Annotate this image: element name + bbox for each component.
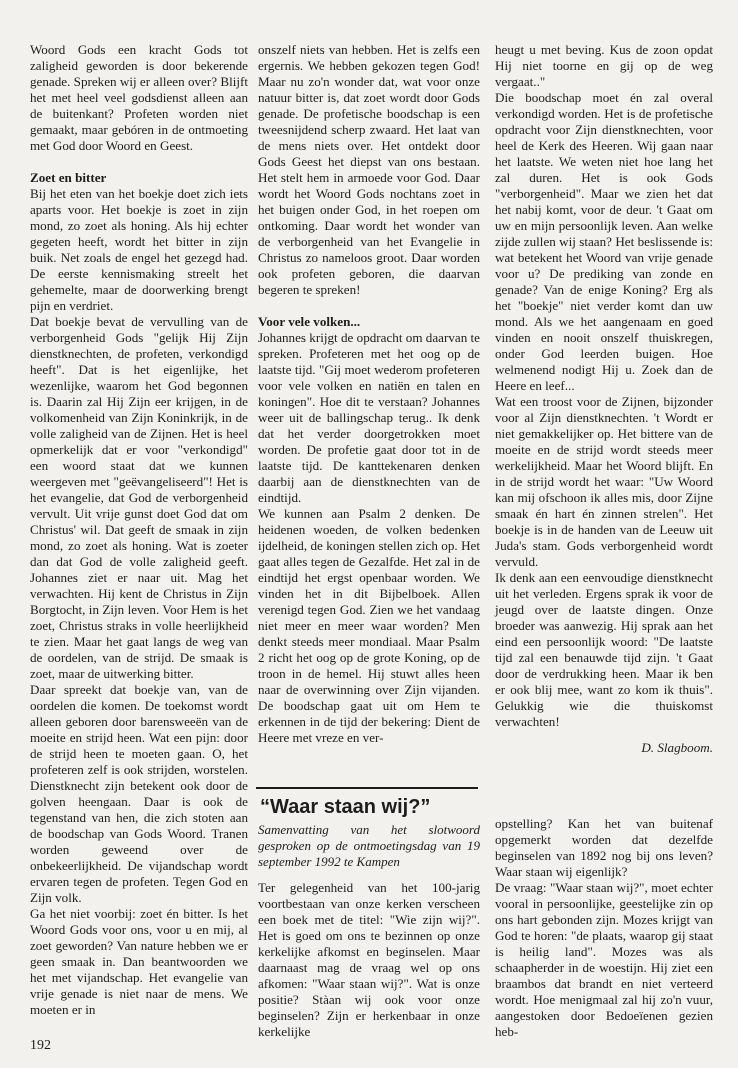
column-1 <box>30 42 248 1018</box>
column-4 <box>258 880 480 1040</box>
paragraph: heugt u met beving. Kus de zoon opdat Hij niet toorne en gij op de weg vergaat.." <box>495 42 713 89</box>
paragraph: Dat boekje bevat de vervulling van de verborgenheid Gods "gelijk Hij Zijn dienstknechten, de profeten, verkondigd heeft". Dat is het eigenlijke, het wezenlijke, waarom het God begonnen is. Daarin zal Hij Zijn eer krijgen, in de volkomenheid van Zijn Koninkrijk, in de volle zaligheid van de Zijnen. Het is heel opmerkelijk dat er voor "verkondigd" een woord staat dat we kunnen weergeven met "geëvangeliseerd"! Het is het evangelie, dat God de verborgenheid vervult. Uit vrije gunst doet God dat om Christus' wil. Dat geeft de smaak in zijn mond, zo zoet als honing. Wat is zoeter dan dat God de volle zaligheid geeft. Johannes ziet er naar uit. Mag het verwachten. Hij kent de Christus in Zijn Borgtocht, in Zijn leven. Voor Hem is het zoet, Christus straks in volle heerlijkheid te zien. Maar het gaat langs de weg van de oordelen, van de strijd. De smaak is zoet, maar de uitwerking bitter. <box>30 314 248 681</box>
paragraph: Ter gelegenheid van het 100-jarig voortbestaan van onze kerken verscheen een boek met de titel: "Wie zijn wij?". Het is goed om ons te bezinnen op onze kerkelijke afkomst en beginselen. Maar daarnaast mag de vraag wel op ons afkomen: "Waar staan wij?". Wat is onze positie? Stàan wij ook voor onze beginselen? Zijn er herkenbaar in onze kerkelijke <box>258 880 480 1039</box>
article-title: “Waar staan wij?” <box>260 796 431 818</box>
article-subtitle: Samenvatting van het slotwoord gesproken op de ontmoetingsdag van 19 september 1992 te Kampen <box>258 822 480 869</box>
paragraph: onszelf niets van hebben. Het is zelfs een ergernis. We hebben gekozen tegen God! Maar nu zo'n wonder dat, wat voor onze natuur bitter is, dat zoet wordt door Gods genade. De profetische boodschap is een tweesnijdend scherp zwaard. Het laat van de mens niets over. Het ontdekt door Gods Geest het diepst van ons bestaan. Het stelt hem in armoede voor God. Daar wordt het Woord Gods nochtans zoet in het buigen onder God, in het roepen om ontkoming. Daar wordt het wonder van de verborgenheid van het Evangelie in Christus zo nameloos groot. Daar worden ook profeten geboren, die daarvan begeren te spreken! <box>258 42 480 297</box>
section-heading: Voor vele volken... <box>258 314 361 329</box>
paragraph: Wat een troost voor de Zijnen, bijzonder voor al Zijn dienstknechten. 't Wordt er niet gemakkelijker op. Het bittere van de moeite en de strijd wordt steeds meer werkelijkheid. Maar het Woord blijft. En in de strijd wordt het waar: "Uw Woord kan mij ofschoon ik alles mis, door Zijne smaak én hart én zinnen strelen". Het boekje is in de handen van de Leeuw uit Juda's stam. Gods verborgenheid wordt vervuld. <box>495 394 713 569</box>
column-3 <box>495 42 713 756</box>
section-heading: Zoet en bitter <box>30 170 107 185</box>
paragraph: De vraag: "Waar staan wij?", moet echter vooral in persoonlijke, geestelijke zin op ons hart gebonden zijn. Mozes krijgt van God te horen: "de plaats, waarop gij staat is heilig land". Mozes was als schaapherder in de woestijn. Hij ziet een braambos dat brandt en niet verteerd wordt. Hoe menigmaal zal hij zo'n vuur, aangestoken door Bedoeïenen gezien heb- <box>495 880 713 1039</box>
paragraph: Bij het eten van het boekje doet zich iets aparts voor. Het boekje is zoet in zijn mond, zo zoet als honing. Als hij echter gegeten heeft, wordt het bitter in zijn buik. Net zoals de engel het gezegd had. De eerste kennismaking streelt het gehemelte, maar de doorwerking brengt pijn en verdriet. <box>30 186 248 313</box>
paragraph: Johannes krijgt de opdracht om daarvan te spreken. Profeteren met het oog op de laatste tijd. "Gij moet wederom profeteren voor vele volken en natiën en talen en koningen". Hoe dit te verstaan? Johannes weer uit de ballingschap terug.. Ik denk dat het verder doorgetrokken moet worden. De profetie gaat door tot in de laatste tijd. De kanttekenaren denken daarbij aan de dienstknechten van de eindtijd. <box>258 330 480 505</box>
article-divider <box>256 787 478 789</box>
paragraph: Die boodschap moet én zal overal verkondigd worden. Het is de profetische opdracht voor Zijn dienstknechten, voor heel de Kerk des Heeren. Wij gaan naar het laatste. We weten niet hoe lang het zal duren. Het is ook Gods "verborgenheid". Maar we zien het dat het nabij komt, voor de deur. 't Gaat om uw en mijn persoonlijk leven. Aan welke zijde zullen wij staan? Het beslissende is: wat betekent het Woord van vrije genade voor u? De prediking van zonde en genade? Van de enige Koning? Erg als het "boekje" niet verder komt dan uw mond. Als we het aangenaam en goed vinden en nooit onszelf thuiskregen, onder God leerden buigen. Hoe welmenend nodigt Hij u. Zoek dan de Heere en leef... <box>495 90 713 393</box>
paragraph: We kunnen aan Psalm 2 denken. De heidenen woeden, de volken bedenken ijdelheid, de koningen stellen zich op. Het gaat alles tegen de Gezalfde. Het zal in de eindtijd het ergst openbaar worden. We vinden het in dit Bijbelboek. Allen verenigd tegen God. Zien we het vandaag niet meer en meer waar worden? Men denkt steeds meer mondiaal. Maar Psalm 2 richt het oog op de grote Koning, op de troon in de hemel. Hij stuwt alles heen naar de overwinning over Zijn vijanden. De boodschap gaat uit om Hem te erkennen in de tijd der bekering: Dient de Heere met vreze en ver- <box>258 506 480 745</box>
page-number: 192 <box>30 1038 51 1053</box>
paragraph: Daar spreekt dat boekje van, van de oordelen die komen. De toekomst wordt alleen geboren door barensweeën van de moeite en strijd heen. Wat een pijn: door de strijd heen te moeten gaan. O, het profeteren zelf is ook strijden, worstelen. Dienstknecht zijn betekent ook door de golven heengaan. Daar is ook de tegenstand van hen, die zich stoten aan de boodschap van Gods Woord. Tranen worden geweend over de onbekeerlijkheid. De vijandschap wordt ervaren tegen de profeten. Tegen God en Zijn volk. <box>30 682 248 905</box>
paragraph: Woord Gods een kracht Gods tot zaligheid geworden is door bekerende genade. Spreken wij er alleen over? Blijft het met heel veel godsdienst alleen aan de buitenkant? Profeten worden niet gemaakt, maar gebóren in de ontmoeting met God door Woord en Geest. <box>30 42 248 153</box>
author-signature: D. Slagboom. <box>641 740 713 755</box>
paragraph: Ik denk aan een eenvoudige dienstknecht uit het verleden. Ergens sprak ik voor de jeugd over de laatste dingen. Onze broeder was aanwezig. Hij sprak aan het eind een persoonlijk woord: "De laatste tijd zal een benauwde tijd zijn. 't Gaat door de verdrukking heen. Maar ik ben er ook blij mee, want zo kom ik thuis". Gelukkig wie die thuiskomst verwachten! <box>495 570 713 729</box>
column-5 <box>495 816 713 1040</box>
paragraph: Ga het niet voorbij: zoet én bitter. Is het Woord Gods voor ons, voor u en mij, al zoet geworden? Van nature hebben we er geen smaak in. Dan beantwoorden we het met vijandschap. Het evangelie van vrije genade is niet naar de mens. We moeten er in <box>30 906 248 1017</box>
column-2 <box>258 42 480 746</box>
paragraph: opstelling? Kan het van buitenaf opgemerkt worden dat dezelfde beginselen van 1892 nog bij ons leven? Waar staan wij eigenlijk? <box>495 816 713 879</box>
